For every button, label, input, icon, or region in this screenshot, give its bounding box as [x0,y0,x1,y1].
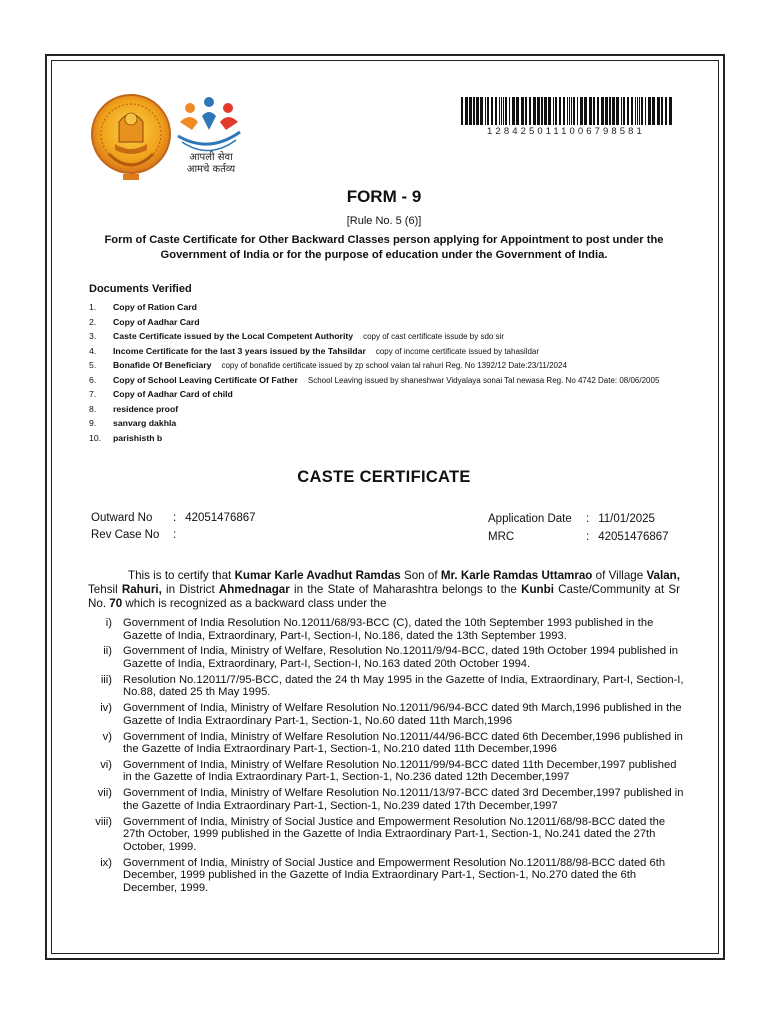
seva-line-2: आमचे कर्तव्य [186,164,236,175]
separator: : [586,513,590,525]
barcode-bar [571,97,572,125]
barcode-bar [491,97,493,125]
separator: : [173,529,177,541]
doc-name: Income Certificate for the last 3 years issued by the Tahsildar [113,345,366,356]
barcode-bar [525,97,527,125]
list-item [89,404,689,416]
barcode-bar [569,97,570,125]
doc-note: School Leaving issued by shaneshwar Vidyalaya sonai Tal newasa Reg. No 4742 Date: 08/06/2005 [307,375,660,385]
body-text: Tehsil [88,583,122,596]
barcode-bar [639,97,640,125]
doc-number: 2. [89,316,97,327]
barcode-bar [623,97,625,125]
mrc-value: 42051476867 [598,531,669,543]
barcode-bar [503,97,504,125]
resolution-text: Government of India, Ministry of Social Justice and Empowerment Resolution No.12011/88/98-BCC dated 6th December, 1999 published in the Gazette of India Extraordinary Part-1, Section-1, No.270 dated the 6th December, 1999. [123,856,666,894]
village-name: Valan, [646,569,680,582]
list-item [89,360,689,372]
separator: : [586,531,590,543]
doc-note: copy of bonafide certificate issued by zp school valan tal rahuri Reg. No 1392/12 Date:23/11/2024 [221,361,567,370]
list-item [88,645,684,670]
certification-paragraph [88,569,680,611]
list-item [88,759,684,784]
barcode-bar [593,97,595,125]
doc-number: 9. [89,418,97,428]
list-item [89,302,689,314]
body-text: in the State of Maharashtra belongs to the [289,583,522,596]
tehsil-name: Rahuri, [121,583,162,596]
doc-number: 8. [89,403,97,414]
outward-no-value: 42051476867 [185,512,256,524]
rule-number: [Rule No. 5 (6)] [346,215,422,227]
barcode-bar [657,97,660,125]
list-item [89,346,689,358]
application-date-value: 11/01/2025 [598,513,655,525]
barcode-bar [627,97,629,125]
doc-number: 5. [89,360,97,370]
barcode-bar [621,97,622,125]
barcode-bar [461,97,463,125]
doc-name: residence proof [113,403,179,414]
barcode-bar [661,97,663,125]
list-item [88,816,684,854]
barcode-bar [648,97,651,125]
barcode-bar [609,97,611,125]
documents-list [89,302,689,447]
barcode-bar [541,97,543,125]
father-name: Mr. Karle Ramdas Uttamrao [440,569,593,582]
body-text: This is to certify that [128,569,235,582]
doc-number: 1. [89,302,97,312]
body-text: Son of [400,569,441,582]
barcode-bar [559,97,561,125]
barcode-bar [597,97,599,125]
barcode-bar [485,97,486,125]
barcode-bar [669,97,672,125]
barcode-bar [495,97,497,125]
body-text: Caste/Community at Sr No. [88,583,680,610]
doc-number: 6. [89,374,97,385]
application-date-field [488,513,655,525]
doc-name: parishisth b [113,432,163,443]
list-item [88,857,684,895]
resolutions-list [88,617,684,898]
list-item [88,731,684,756]
resolution-number: iv) [100,702,112,715]
doc-number: 3. [89,331,97,341]
barcode-bar [476,97,479,125]
resolution-number: vii) [97,787,112,800]
documents-heading: Documents Verified [89,283,192,295]
barcode-bar [631,97,633,125]
barcode-bar [521,97,524,125]
barcode-bar [612,97,615,125]
barcode-bar [469,97,472,125]
resolution-number: v) [102,730,112,743]
doc-name: Caste Certificate issued by the Local Competent Authority [113,331,354,341]
barcode-bar [563,97,565,125]
list-item [88,617,684,642]
body-text: of Village [592,569,647,582]
resolution-text: Resolution No.12011/7/95-BCC, dated the 24 th May 1995 in the Gazette of India, Extraordinary, Part-I, Section-I, No.88, dated 25 th May 1995. [123,673,684,699]
barcode-bar [601,97,604,125]
barcode-bar [577,97,578,125]
barcode-bar [548,97,551,125]
resolution-text: Government of India, Ministry of Welfare Resolution No.12011/44/96-BCC dated 6th December,1996 published in the Gazette of India Extraordinary Part-1, Section-1, No.210 dated 11th December,1996 [123,730,683,756]
doc-number: 7. [89,389,97,399]
barcode-bar [637,97,638,125]
doc-note: copy of income certificate issued by tahasildar [375,346,540,356]
barcode-bar [529,97,531,125]
barcode-bar [505,97,507,125]
resolution-number: ix) [100,856,112,869]
doc-name: sanvarg dakhla [113,418,177,428]
body-text: in District [161,583,219,596]
barcode-bar [665,97,667,125]
rev-case-label: Rev Case No [91,529,160,541]
list-item [89,375,689,387]
barcode-bar [512,97,515,125]
barcode-bar [652,97,655,125]
doc-name: Copy of Aadhar Card of child [113,389,233,399]
resolution-number: i) [105,617,112,629]
list-item [89,389,689,401]
barcode-bar [553,97,554,125]
barcode-bar [465,97,468,125]
barcode-bar [641,97,643,125]
rev-case-field [91,529,185,541]
aapli-seva-tagline [176,152,246,176]
barcode-bar [480,97,483,125]
doc-name: Bonafide Of Beneficiary [113,360,212,370]
barcode-bar [645,97,646,125]
barcode-bar [516,97,519,125]
barcode-bar [555,97,557,125]
doc-name: Copy of Ration Card [113,302,197,312]
barcode-bar [573,97,575,125]
list-item [88,674,684,699]
doc-name: Copy of School Leaving Certificate Of Father [113,374,298,385]
resolution-text: Government of India, Ministry of Welfare Resolution No.12011/99/94-BCC dated 11th December,1997 published in the Gazette of India Extraordinary Part-1, Section-1, No.236 dated 12th December,1997 [123,758,677,784]
barcode-bar [487,97,489,125]
barcode-bar [537,97,540,125]
application-date-label: Application Date [488,513,572,525]
barcode-bar [616,97,619,125]
resolution-text: Government of India, Ministry of Welfare Resolution No.12011/13/97-BCC dated 3rd December,1997 published in the Gazette of India Extraordinary Part-1, Section-1, No.239 dated 17th December,1997 [123,787,684,812]
seva-line-1: आपली सेवा [189,152,233,163]
doc-note: copy of cast certificate issude by sdo sir [363,332,505,341]
resolution-text: Government of India, Ministry of Welfare Resolution No.12011/96/94-BCC dated 9th March,1996 published in the Gazette of India Extraordinary Part-1, Section-1, No.60 dated 11th March,1996 [123,702,682,727]
mrc-label: MRC [488,531,515,543]
barcode-bar [635,97,636,125]
list-item [89,433,689,445]
barcode-bar [567,97,568,125]
certificate-title: CASTE CERTIFICATE [297,468,471,486]
doc-name: Copy of Aadhar Card [113,316,200,327]
applicant-name: Kumar Karle Avadhut Ramdas [234,569,401,582]
barcode-icon [460,97,672,125]
body-text: which is recognized as a backward class under the [122,597,387,610]
caste-name: Kunbi [521,583,554,596]
barcode-number: 1284250111006798581 [487,126,645,137]
barcode-bar [544,97,547,125]
barcode-bar [533,97,536,125]
barcode-bar [580,97,583,125]
serial-number: 70 [109,597,123,610]
resolution-number: viii) [95,815,112,828]
list-item [89,418,689,430]
list-item [89,331,689,343]
resolution-text: Government of India Resolution No.12011/68/93-BCC (C), dated the 10th September 1993 published in the Gazette of India, Extraordinary, Part-I, Section-I, No.186, dated the 13th September 1993. [123,617,654,642]
maharashtra-seal-icon [89,92,173,184]
doc-number: 10. [89,432,102,443]
resolution-text: Government of India, Ministry of Social Justice and Empowerment Resolution No.12011/68/98-BCC dated the 27th October, 1999 published in the Gazette of India Extraordinary Part-1, Section-1, No.241 dated the 27th October, 1999. [123,815,666,853]
form-description: Form of Caste Certificate for Other Backward Classes person applying for Appointment to post under the Government of India or for the purpose of education under the Government of India. [104,234,664,261]
barcode-bar [501,97,502,125]
separator: : [173,512,177,524]
barcode-bar [473,97,475,125]
outward-no-label: Outward No [91,512,153,524]
barcode-bar [509,97,510,125]
list-item [88,787,684,812]
resolution-number: vi) [100,758,112,771]
doc-number: 4. [89,345,97,356]
resolution-number: iii) [100,673,112,686]
list-item [89,317,689,329]
outward-no-field [91,512,256,524]
barcode-bar [605,97,608,125]
resolution-number: ii) [103,645,112,658]
barcode-bar [584,97,587,125]
list-item [88,702,684,727]
barcode-bar [589,97,592,125]
district-name: Ahmednagar [218,583,290,596]
form-title: FORM - 9 [346,187,422,206]
resolution-text: Government of India, Ministry of Welfare, Resolution No.12011/9/94-BCC, dated 19th October 1994 published in Gazette of India, Extraordinary, Part-I, Section-I, No.163 dated 20th October 1994. [123,645,678,670]
mrc-field [488,531,669,543]
barcode-bar [499,97,500,125]
